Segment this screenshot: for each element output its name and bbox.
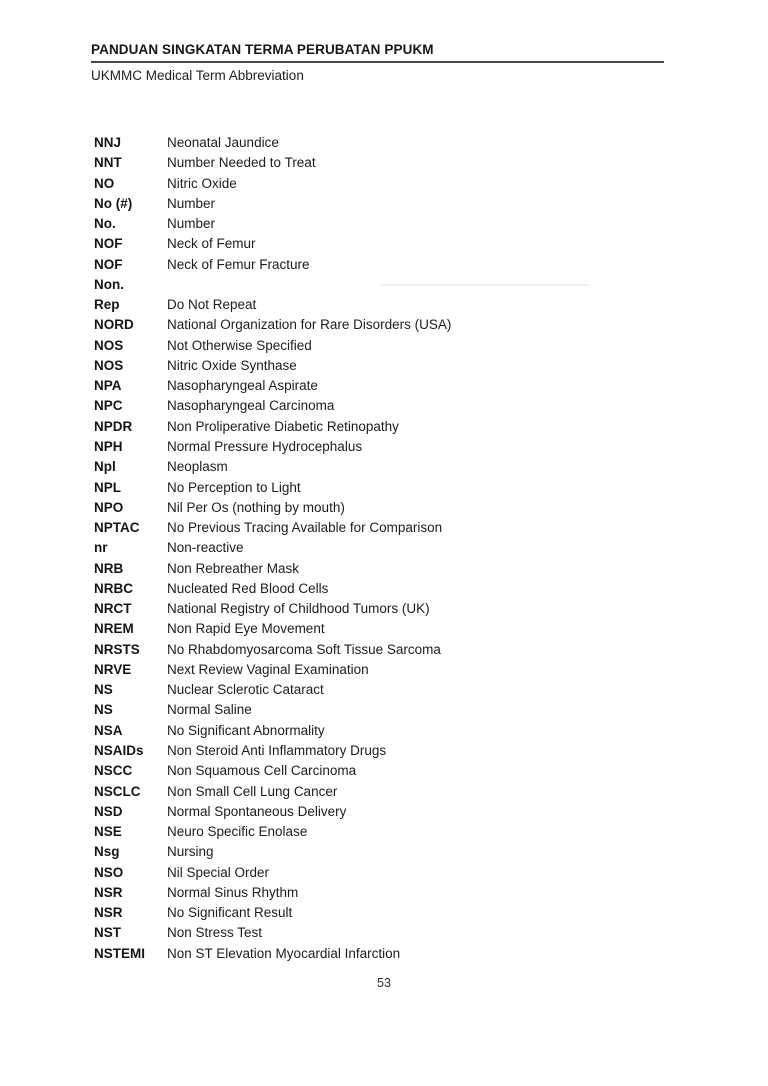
abbreviation-meaning: Non Rebreather Mask <box>167 560 300 576</box>
abbreviation-meaning: Normal Pressure Hydrocephalus <box>167 438 363 454</box>
abbreviation-term: NST <box>94 925 121 941</box>
abbreviation-meaning: National Organization for Rare Disorders (USA) <box>167 317 452 333</box>
header-rule <box>91 61 664 63</box>
abbreviation-term: NRVE <box>94 661 132 677</box>
abbreviation-meaning: Neuro Specific Enolase <box>167 824 308 840</box>
abbreviation-row <box>94 417 674 437</box>
abbreviation-row <box>94 700 674 720</box>
abbreviation-meaning: No Rhabdomyosarcoma Soft Tissue Sarcoma <box>167 641 441 657</box>
abbreviation-row <box>94 437 674 457</box>
abbreviation-term: NSO <box>94 864 124 880</box>
abbreviation-row <box>94 194 674 214</box>
abbreviation-meaning: Non Steroid Anti Inflammatory Drugs <box>167 742 387 758</box>
abbreviation-meaning: Non Proliperative Diabetic Retinopathy <box>167 418 399 434</box>
abbreviation-meaning: Normal Spontaneous Delivery <box>167 803 347 819</box>
abbreviation-meaning: Neoplasm <box>167 459 228 475</box>
abbreviation-row <box>94 640 674 660</box>
abbreviation-meaning: Number <box>167 216 216 232</box>
abbreviation-term: NPL <box>94 479 121 495</box>
abbreviation-term: NSR <box>94 905 123 921</box>
abbreviation-row <box>94 883 674 903</box>
abbreviation-term: NOF <box>94 256 123 272</box>
abbreviation-term: NRB <box>94 560 124 576</box>
abbreviation-meaning: Nil Per Os (nothing by mouth) <box>167 499 345 515</box>
abbreviation-meaning: Nucleated Red Blood Cells <box>167 580 329 596</box>
abbreviation-row <box>94 315 674 335</box>
abbreviation-row <box>94 903 674 923</box>
abbreviation-term: NOS <box>94 337 124 353</box>
abbreviation-term: NNJ <box>94 135 122 150</box>
abbreviation-term: No. <box>94 216 116 232</box>
abbreviation-row <box>94 619 674 639</box>
abbreviation-row <box>94 336 674 356</box>
abbreviation-meaning: Nursing <box>167 844 214 860</box>
abbreviation-meaning: Non Small Cell Lung Cancer <box>167 783 338 799</box>
abbreviation-term: NOS <box>94 357 124 373</box>
abbreviation-row <box>94 255 674 275</box>
abbreviation-term: Rep <box>94 297 120 313</box>
abbreviation-meaning: Nitric Oxide <box>167 175 237 191</box>
abbreviation-row <box>94 944 674 964</box>
abbreviation-meaning: Do Not Repeat <box>167 297 257 313</box>
abbreviation-term: NSA <box>94 722 123 738</box>
abbreviation-term: NSE <box>94 824 122 840</box>
abbreviation-row <box>94 153 674 173</box>
abbreviation-meaning: Neck of Femur Fracture <box>167 256 310 272</box>
abbreviation-row <box>94 133 674 153</box>
abbreviation-row <box>94 538 674 558</box>
abbreviation-row <box>94 761 674 781</box>
abbreviation-row <box>94 680 674 700</box>
scan-artifact <box>380 284 590 286</box>
page-header <box>91 41 666 84</box>
abbreviation-meaning: Neck of Femur <box>167 236 256 252</box>
abbreviation-meaning: No Perception to Light <box>167 479 301 495</box>
abbreviation-row <box>94 376 674 396</box>
abbreviation-row <box>94 396 674 416</box>
abbreviation-row <box>94 498 674 518</box>
abbreviation-meaning: Nil Special Order <box>167 864 270 880</box>
abbreviation-row <box>94 660 674 680</box>
abbreviation-meaning: National Registry of Childhood Tumors (UK) <box>167 601 430 617</box>
abbreviation-row <box>94 923 674 943</box>
abbreviation-term: NRSTS <box>94 641 140 657</box>
abbreviation-row <box>94 295 674 315</box>
abbreviation-term: NPO <box>94 499 124 515</box>
abbreviation-term: Nsg <box>94 844 120 860</box>
abbreviation-term: Non. <box>94 276 124 292</box>
abbreviation-meaning: Neonatal Jaundice <box>167 135 279 150</box>
page-number: 53 <box>377 976 391 990</box>
abbreviation-term: NSCC <box>94 763 133 779</box>
abbreviation-term: NRBC <box>94 580 133 596</box>
abbreviation-term: NS <box>94 702 113 718</box>
abbreviation-meaning: Number <box>167 195 216 211</box>
page-footer <box>0 974 768 992</box>
document-subtitle: UKMMC Medical Term Abbreviation <box>91 68 304 83</box>
abbreviation-row <box>94 356 674 376</box>
abbreviation-term: NPTAC <box>94 520 140 536</box>
abbreviation-term: NSR <box>94 884 123 900</box>
abbreviation-meaning: Not Otherwise Specified <box>167 337 312 353</box>
abbreviation-term: Npl <box>94 459 116 475</box>
abbreviation-row <box>94 721 674 741</box>
abbreviation-term: NOF <box>94 236 123 252</box>
abbreviation-term: nr <box>94 540 108 556</box>
abbreviation-meaning: Normal Saline <box>167 702 252 718</box>
abbreviation-row <box>94 863 674 883</box>
abbreviation-term: NPH <box>94 438 123 454</box>
abbreviation-row <box>94 478 674 498</box>
abbreviation-row <box>94 559 674 579</box>
abbreviation-list <box>94 133 674 964</box>
abbreviation-term: NSTEMI <box>94 945 146 961</box>
abbreviation-term: NRCT <box>94 601 132 617</box>
abbreviation-meaning: Non Squamous Cell Carcinoma <box>167 763 357 779</box>
abbreviation-row <box>94 782 674 802</box>
abbreviation-row <box>94 518 674 538</box>
abbreviation-meaning: No Significant Abnormality <box>167 722 325 738</box>
abbreviation-row <box>94 599 674 619</box>
abbreviation-term: NSAIDs <box>94 742 144 758</box>
abbreviation-meaning: Nitric Oxide Synthase <box>167 357 297 373</box>
abbreviation-term: NS <box>94 682 113 698</box>
abbreviation-meaning: Non ST Elevation Myocardial Infarction <box>167 945 401 961</box>
abbreviation-term: NO <box>94 175 115 191</box>
abbreviation-meaning: Number Needed to Treat <box>167 155 316 171</box>
abbreviation-row <box>94 822 674 842</box>
abbreviation-term: NSCLC <box>94 783 141 799</box>
abbreviation-term: No (#) <box>94 195 133 211</box>
document-title: PANDUAN SINGKATAN TERMA PERUBATAN PPUKM <box>91 42 434 57</box>
abbreviation-meaning: Next Review Vaginal Examination <box>167 661 369 677</box>
abbreviation-meaning: Non-reactive <box>167 540 244 556</box>
abbreviation-row <box>94 457 674 477</box>
abbreviation-meaning: Nuclear Sclerotic Cataract <box>167 682 324 698</box>
abbreviation-term: NSD <box>94 803 123 819</box>
abbreviation-term: NPA <box>94 378 122 394</box>
abbreviation-row <box>94 234 674 254</box>
abbreviation-term: NPC <box>94 398 123 414</box>
abbreviation-meaning: Non Stress Test <box>167 925 263 941</box>
abbreviation-row <box>94 741 674 761</box>
abbreviation-term: NREM <box>94 621 134 637</box>
abbreviation-meaning: No Significant Result <box>167 905 293 921</box>
abbreviation-row <box>94 842 674 862</box>
abbreviation-row <box>94 214 674 234</box>
abbreviation-meaning: Nasopharyngeal Aspirate <box>167 378 318 394</box>
abbreviation-meaning: No Previous Tracing Available for Comparison <box>167 520 443 536</box>
abbreviation-term: NPDR <box>94 418 133 434</box>
abbreviation-term: NORD <box>94 317 134 333</box>
abbreviation-meaning: Non Rapid Eye Movement <box>167 621 325 637</box>
abbreviation-meaning: Normal Sinus Rhythm <box>167 884 299 900</box>
abbreviation-term: NNT <box>94 155 122 171</box>
abbreviation-meaning: Nasopharyngeal Carcinoma <box>167 398 335 414</box>
abbreviation-row <box>94 174 674 194</box>
abbreviation-row <box>94 802 674 822</box>
abbreviation-row <box>94 579 674 599</box>
